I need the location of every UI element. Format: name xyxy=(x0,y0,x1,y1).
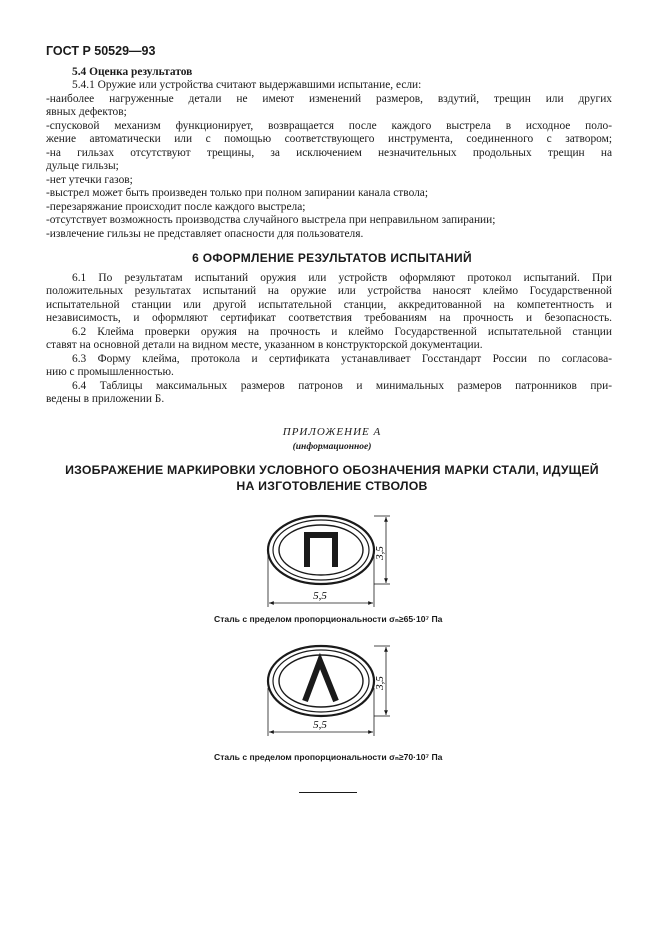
text-line: ведены в приложении Б. xyxy=(46,393,165,405)
section-heading: 5.4 Оценка результатов xyxy=(72,66,193,78)
steel-mark-figure-1 xyxy=(240,505,410,613)
text-line: -нет утечки газов; xyxy=(46,174,133,186)
text-line: 6.4 Таблицы максимальных размеров патронов и минимальных размеров патронников при- xyxy=(72,380,612,392)
height-dimension-label: 3,5 xyxy=(374,676,386,690)
text-line: -перезаряжание происходит после каждого выстрела; xyxy=(46,201,306,213)
oval-stamp-p xyxy=(268,516,374,584)
width-dimension-label: 5,5 xyxy=(313,590,327,602)
text-line: положительных результатах испытаний на оружие или устройства наносят клеймо Государственной xyxy=(46,285,612,297)
steel-mark-figure-2 xyxy=(240,630,410,740)
closing-rule xyxy=(299,792,357,793)
figure-caption-1: Сталь с пределом пропорциональности σₙ≥65·10⁷ Па xyxy=(214,614,443,624)
section-title: 6 ОФОРМЛЕНИЕ РЕЗУЛЬТАТОВ ИСПЫТАНИЙ xyxy=(192,251,472,265)
figure-caption-2: Сталь с пределом пропорциональности σₙ≥70·10⁷ Па xyxy=(214,752,443,762)
document-header: ГОСТ Р 50529—93 xyxy=(46,44,156,58)
text-line: нию с промышленностью. xyxy=(46,366,174,378)
appendix-note: (информационное) xyxy=(292,442,372,452)
text-line: независимость, и оформляют сертификат соответствия требованиям на прочность и безопасность. xyxy=(46,312,612,324)
appendix-label: ПРИЛОЖЕНИЕ А xyxy=(282,426,382,438)
oval-stamp-lambda xyxy=(268,646,374,716)
text-line: дульце гильзы; xyxy=(46,160,119,172)
text-line: жение автоматически или с помощью соответствующего инструмента, соединенного с затвором; xyxy=(46,133,612,145)
text-line: -извлечение гильзы не представляет опасности для пользователя. xyxy=(46,228,364,240)
letter-p-shape xyxy=(307,535,335,567)
text-line: ставят на основной детали на видном месте, указанном в конструкторской документации. xyxy=(46,339,483,351)
letter-lambda-shape xyxy=(305,661,336,701)
text-line: -наиболее нагруженные детали не имеют изменений размеров, вздутий, трещин или других xyxy=(46,93,612,105)
appendix-title-line1: ИЗОБРАЖЕНИЕ МАРКИРОВКИ УСЛОВНОГО ОБОЗНАЧЕНИЯ МАРКИ СТАЛИ, ИДУЩЕЙ xyxy=(65,463,599,477)
text-line: испытательной станции или другой испытательной станции, аккредитованной на компетентность и xyxy=(46,299,612,311)
text-line: -отсутствует возможность производства случайного выстрела при неправильном запирании; xyxy=(46,214,496,226)
text-line: -спусковой механизм функционирует, возвращается после каждого выстрела в исходное поло- xyxy=(46,120,612,132)
text-line: 6.1 По результатам испытаний оружия или устройств оформляют протокол испытаний. При xyxy=(72,272,612,284)
height-dimension-label: 3,5 xyxy=(374,546,386,560)
appendix-title-line2: НА ИЗГОТОВЛЕНИЕ СТВОЛОВ xyxy=(236,479,428,493)
width-dimension-label: 5,5 xyxy=(313,719,327,731)
text-line: явных дефектов; xyxy=(46,106,127,118)
text-line: 5.4.1 Оружие или устройства считают выдержавшими испытание, если: xyxy=(72,79,422,91)
text-line: -выстрел может быть произведен только при полном запирании канала ствола; xyxy=(46,187,429,199)
text-line: -на гильзах отсутствуют трещины, за исключением незначительных продольных трещин на xyxy=(46,147,612,159)
text-line: 6.3 Форму клейма, протокола и сертификата устанавливает Госстандарт России по согласова- xyxy=(72,353,612,365)
text-line: 6.2 Клейма проверки оружия на прочность и клеймо Государственной испытательной станции xyxy=(72,326,612,338)
